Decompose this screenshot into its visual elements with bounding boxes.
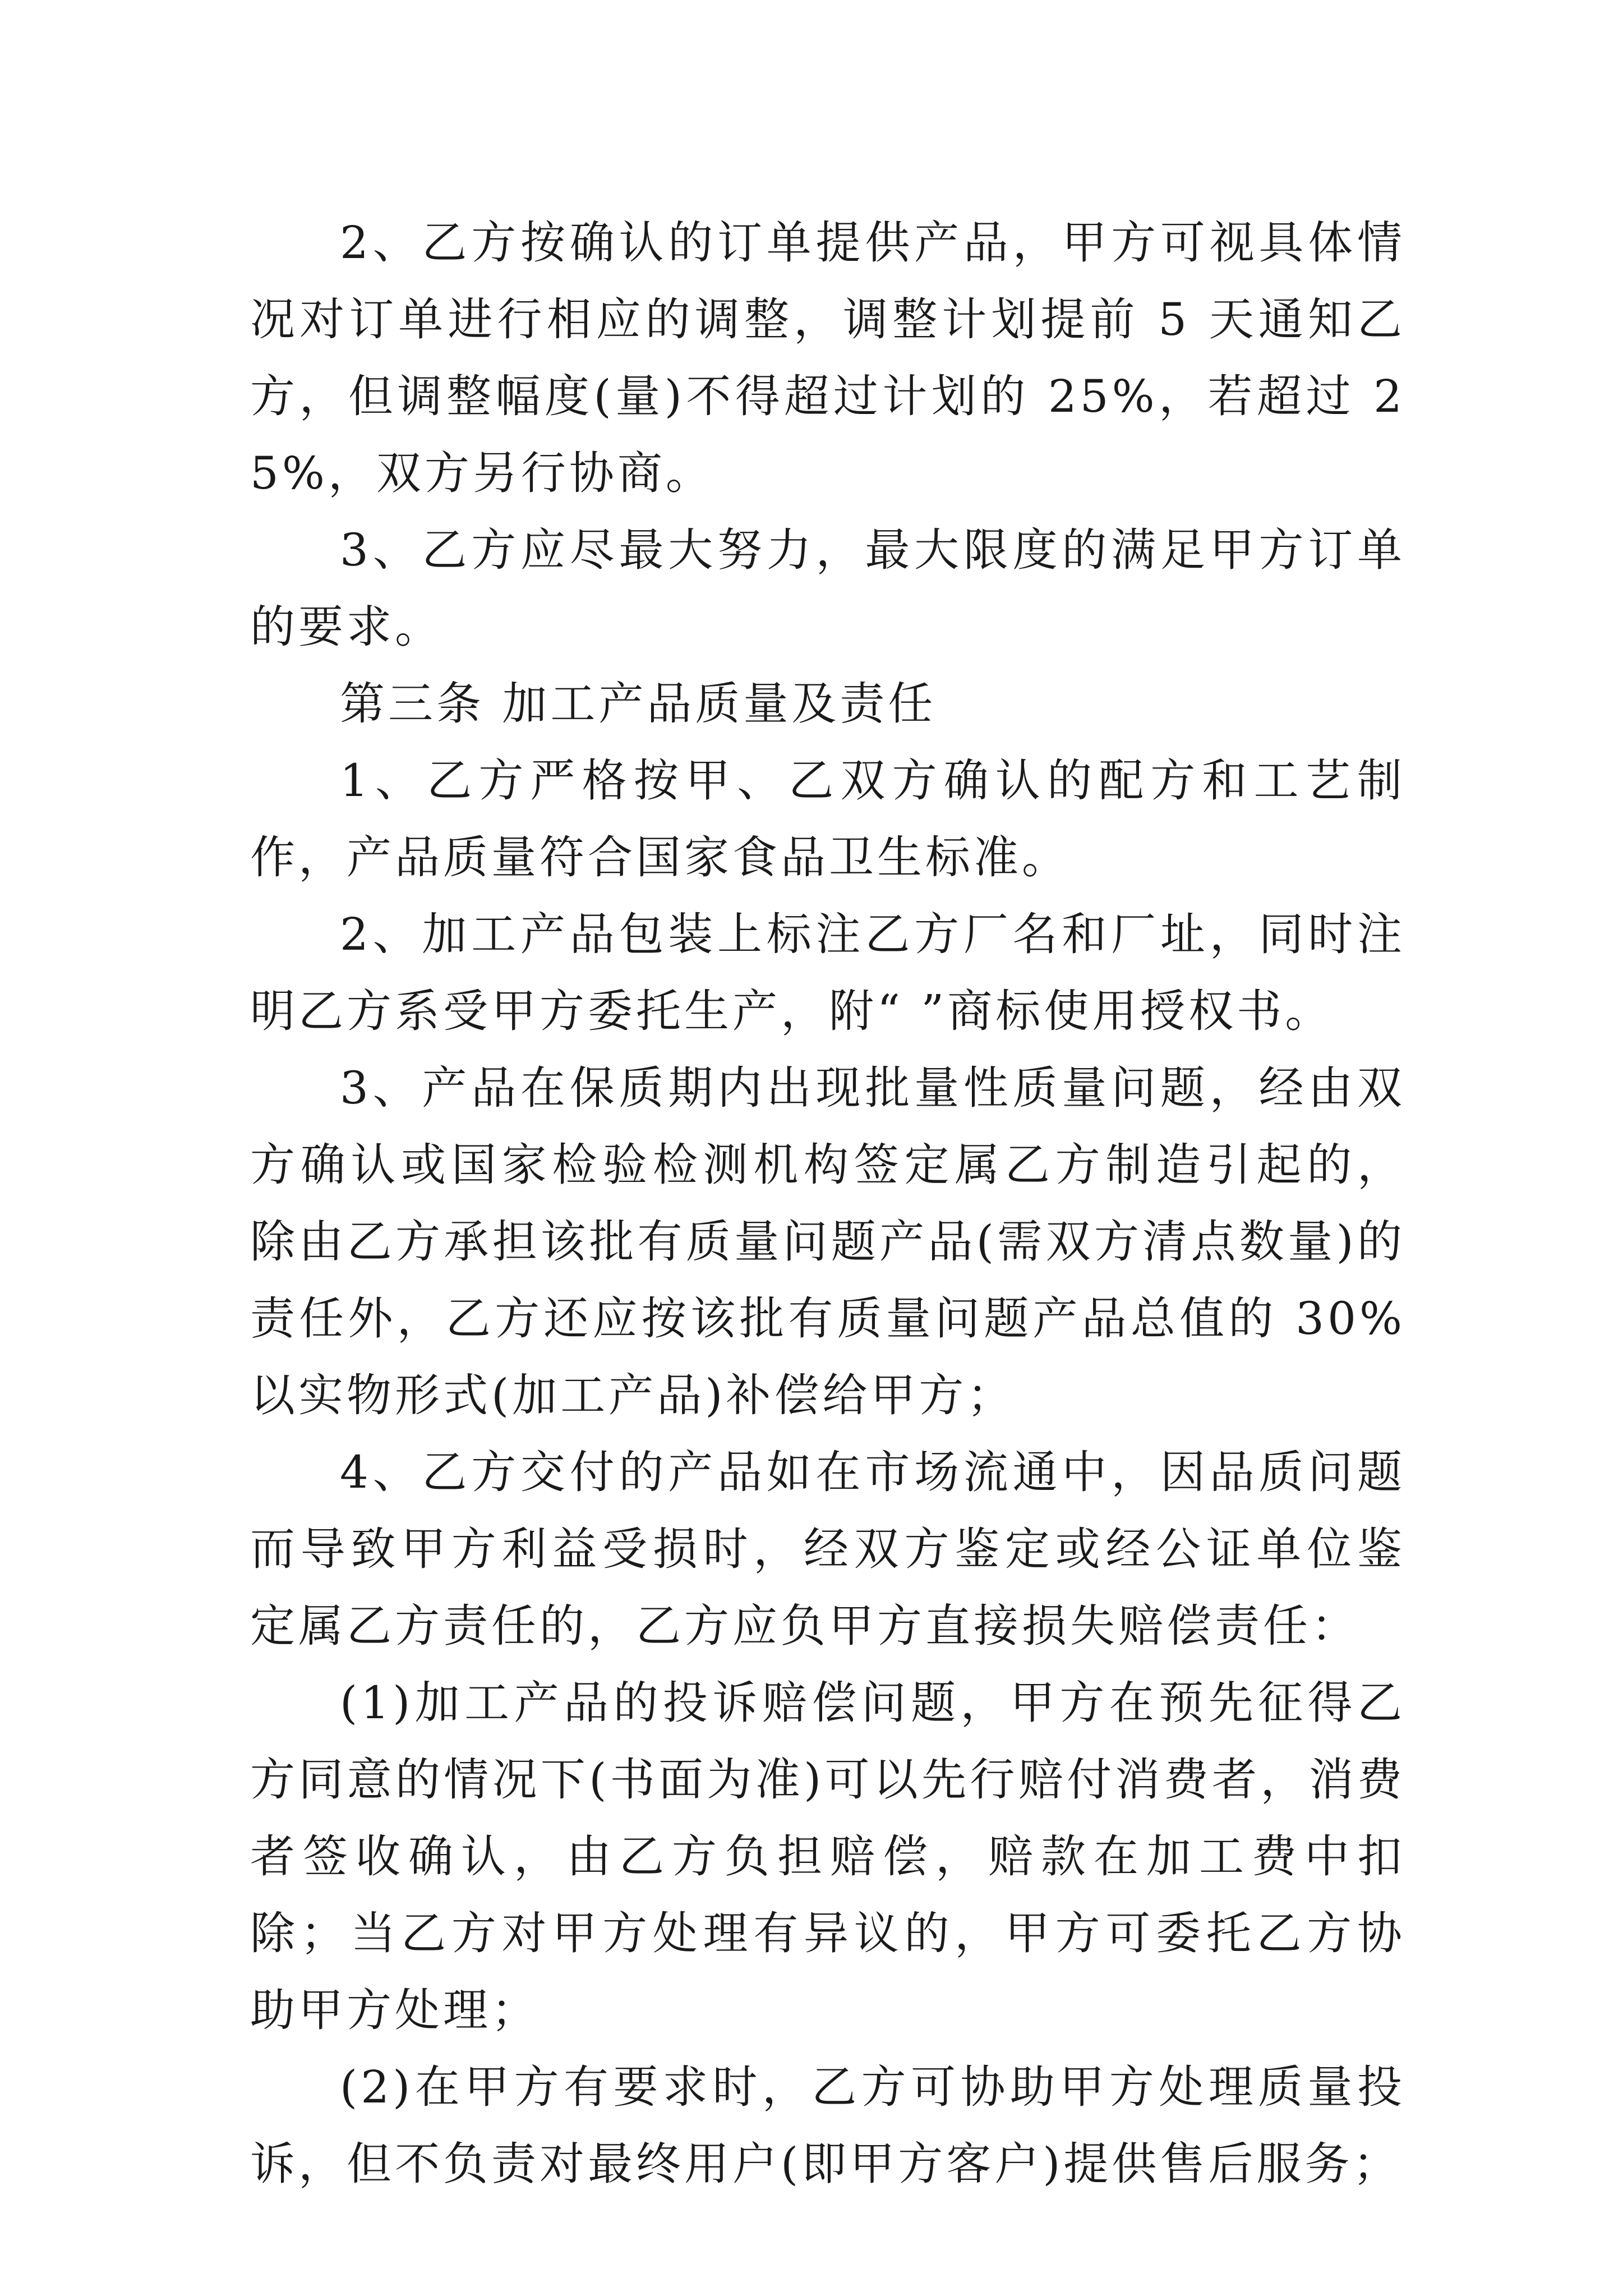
paragraph-batch-quality-issue: 3、产品在保质期内出现批量性质量问题，经由双方确认或国家检验检测机构签定属乙方制造引起的，除由乙方承担该批有质量问题产品(需双方清点数量)的责任外，乙方还应按该批有质量问题产品总值的 30%以实物形式(加工产品)补偿给甲方； (250, 1062, 1405, 1421)
section-heading-article-3: 第三条 加工产品质量及责任 (340, 678, 937, 730)
paragraph-order-adjustment: 2、乙方按确认的订单提供产品，甲方可视具体情况对订单进行相应的调整，调整计划提前 5 天通知乙方，但调整幅度(量)不得超过计划的 25%，若超过 25%，双方另行协商。 (250, 217, 1405, 499)
paragraph-complaint-assistance: (2)在甲方有要求时，乙方可协助甲方处理质量投诉，但不负责对最终用户(即甲方客户)提供售后服务； (250, 2061, 1405, 2190)
document-body (250, 204, 1405, 2202)
paragraph-order-fulfillment: 3、乙方应尽最大努力，最大限度的满足甲方订单的要求。 (250, 524, 1405, 653)
paragraph-quality-standard: 1、乙方严格按甲、乙双方确认的配方和工艺制作，产品质量符合国家食品卫生标准。 (250, 754, 1405, 884)
paragraph-packaging-label: 2、加工产品包装上标注乙方厂名和厂址，同时注明乙方系受甲方委托生产，附“ ”商标使用授权书。 (250, 908, 1405, 1037)
paragraph-complaint-compensation: (1)加工产品的投诉赔偿问题，甲方在预先征得乙方同意的情况下(书面为准)可以先行赔付消费者，消费者签收确认，由乙方负担赔偿，赔款在加工费中扣除；当乙方对甲方处理有异议的，甲方可委托乙方协助甲方处理； (250, 1677, 1405, 2036)
paragraph-market-liability: 4、乙方交付的产品如在市场流通中，因品质问题而导致甲方利益受损时，经双方鉴定或经公证单位鉴定属乙方责任的，乙方应负甲方直接损失赔偿责任： (250, 1446, 1405, 1652)
